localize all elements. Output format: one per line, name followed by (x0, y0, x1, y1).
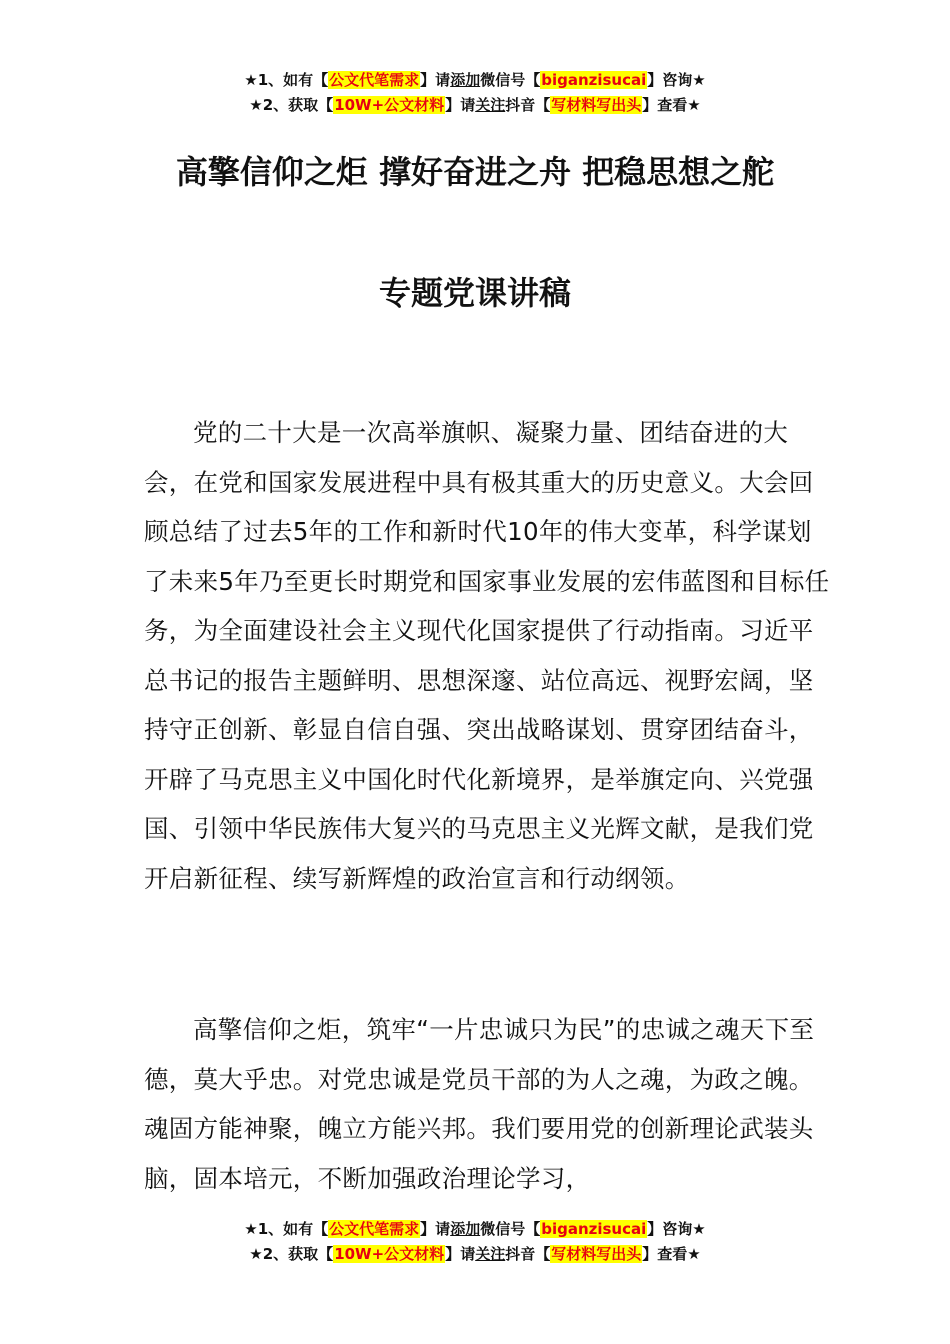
promo-highlight: biganzisucai (541, 71, 647, 89)
promo-highlight: 10W+公文材料 (334, 96, 445, 114)
promo-text: 抖音【 (505, 96, 551, 114)
promo-line-1 (0, 68, 950, 93)
header-promo-banner (0, 68, 950, 118)
promo-text: 微信号【 (480, 71, 541, 89)
promo-line-2 (0, 1242, 950, 1267)
promo-underlined-text: 添加 (450, 1220, 481, 1238)
footer-promo-banner (0, 1217, 950, 1267)
promo-highlight: 公文代笔需求 (329, 1220, 420, 1238)
promo-text: 】请 (420, 71, 451, 89)
promo-line-1 (0, 1217, 950, 1242)
promo-underlined-text: 关注 (475, 1245, 506, 1263)
promo-text: ★2、获取【 (249, 1245, 334, 1263)
promo-text: ★1、如有【 (244, 1220, 329, 1238)
promo-highlight: 10W+公文材料 (334, 1245, 445, 1263)
promo-text: 】请 (420, 1220, 451, 1238)
document-subtitle: 专题党课讲稿 (378, 274, 571, 312)
promo-highlight: 写材料写出头 (551, 96, 642, 114)
document-title: 高擎信仰之炬 撑好奋进之舟 把稳思想之舵 (175, 153, 775, 191)
promo-text: 抖音【 (505, 1245, 551, 1263)
promo-text: 】查看★ (642, 96, 701, 114)
promo-highlight: 公文代笔需求 (329, 71, 420, 89)
promo-highlight: biganzisucai (541, 1220, 647, 1238)
promo-text: ★1、如有【 (244, 71, 329, 89)
promo-text: 】咨询★ (647, 71, 706, 89)
promo-underlined-text: 关注 (475, 96, 506, 114)
promo-text: ★2、获取【 (249, 96, 334, 114)
promo-text: 】咨询★ (647, 1220, 706, 1238)
promo-text: 】请 (445, 96, 476, 114)
promo-line-2 (0, 93, 950, 118)
promo-text: 】请 (445, 1245, 476, 1263)
promo-underlined-text: 添加 (450, 71, 481, 89)
body-paragraph: 党的二十大是一次高举旗帜、凝聚力量、团结奋进的大会，在党和国家发展进程中具有极其重大的历史意义。大会回顾总结了过去5年的工作和新时代10年的伟大变革，科学谋划了未来5年乃至更长时期党和国家事业发展的宏伟蓝图和目标任务，为全面建设社会主义现代化国家提供了行动指南。习近平总书记的报告主题鲜明、思想深邃、站位高远、视野宏阔，坚持守正创新、彰显自信自强、突出战略谋划、贯穿团结奋斗，开辟了马克思主义中国化时代化新境界，是举旗定向、兴党强国、引领中华民族伟大复兴的马克思主义光辉文献，是我们党开启新征程、续写新辉煌的政治宣言和行动纲领。 (144, 418, 830, 893)
promo-text: 微信号【 (480, 1220, 541, 1238)
promo-text: 】查看★ (642, 1245, 701, 1263)
promo-highlight: 写材料写出头 (551, 1245, 642, 1263)
body-paragraph: 高擎信仰之炬，筑牢“一片忠诚只为民”的忠诚之魂天下至德，莫大乎忠。对党忠诚是党员干部的为人之魂，为政之魄。魂固方能神聚，魄立方能兴邦。我们要用党的创新理论武装头脑，固本培元，不断加强政治理论学习， (144, 1015, 815, 1193)
